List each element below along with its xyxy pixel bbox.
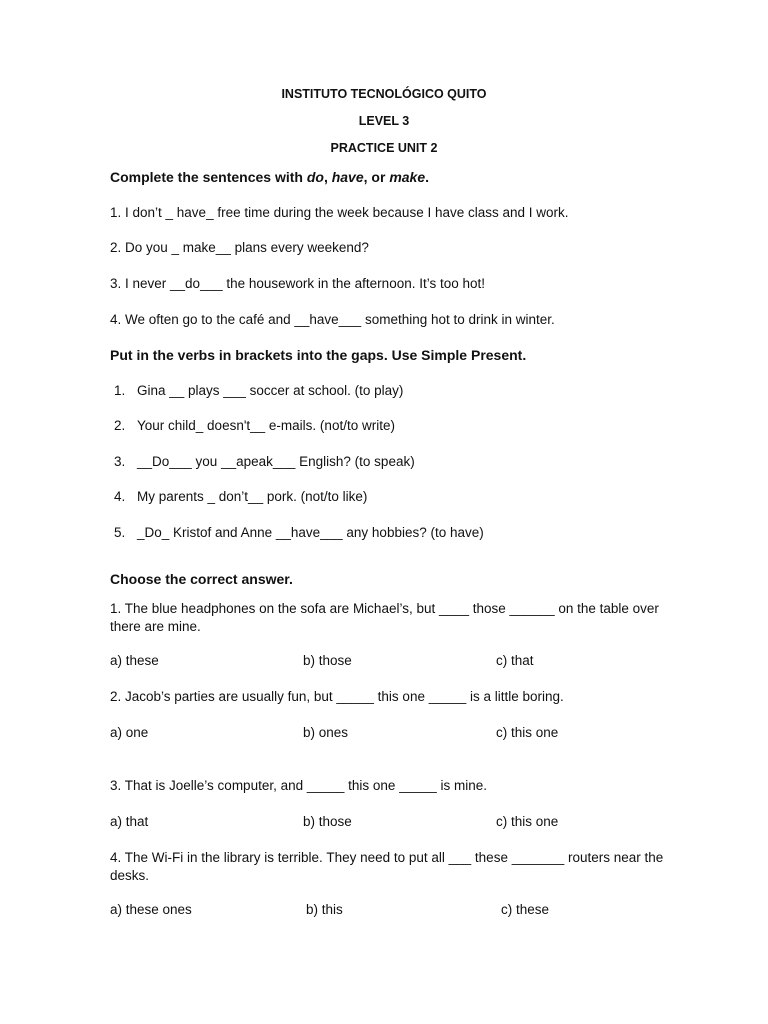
question-1-option-b: b) those: [303, 653, 352, 668]
question-2-option-b: b) ones: [303, 725, 349, 740]
section1-heading-have: have: [331, 169, 364, 185]
question-3-option-c: c) this one: [496, 814, 559, 829]
section1-item-4: 4. We often go to the café and __have___ something hot to drink in winter.: [110, 312, 555, 327]
section1-heading-end: .: [425, 169, 430, 185]
section2-item-4-number: 4.: [114, 489, 126, 504]
institution-title: INSTITUTO TECNOLÓGICO QUITO: [281, 87, 487, 101]
section2-item-1-text: Gina __ plays ___ soccer at school. (to play): [137, 383, 404, 398]
question-2-option-a: a) one: [110, 725, 149, 740]
section1-heading-sep1: ,: [323, 169, 332, 185]
section2-item-2-text: Your child_ doesn't__ e-mails. (not/to write): [137, 418, 395, 433]
section1-heading: [110, 169, 429, 185]
question-4-text: 4. The Wi-Fi in the library is terrible. They need to put all ___ these _______ routers near the desks.: [110, 850, 664, 883]
practice-title: PRACTICE UNIT 2: [330, 141, 438, 155]
question-3-option-b: b) those: [303, 814, 352, 829]
section2-item-5-text: _Do_ Kristof and Anne __have___ any hobbies? (to have): [137, 525, 484, 540]
section3-heading: Choose the correct answer.: [110, 571, 293, 587]
question-4-option-c: c) these: [501, 902, 550, 917]
section1-heading-pre: Complete the sentences with: [110, 169, 307, 185]
section1-heading-sep2: , or: [363, 169, 390, 185]
section1-heading-make: make: [389, 169, 426, 185]
question-1-option-a: a) these: [110, 653, 159, 668]
section2-item-3-text: __Do___ you __apeak___ English? (to speak): [137, 454, 415, 469]
question-4-option-a: a) these ones: [110, 902, 192, 917]
section1-item-2: 2. Do you _ make__ plans every weekend?: [110, 240, 369, 255]
section2-item-1-number: 1.: [114, 383, 126, 398]
section1-heading-do: do: [306, 169, 324, 185]
question-1-text: 1. The blue headphones on the sofa are Michael’s, but ____ those ______ on the table over there are mine.: [110, 601, 659, 634]
section2-item-4-text: My parents _ don’t__ pork. (not/to like): [137, 489, 368, 504]
section2-heading: Put in the verbs in brackets into the gaps. Use Simple Present.: [110, 347, 527, 363]
level-title: LEVEL 3: [358, 114, 410, 128]
section1-item-3: 3. I never __do___ the housework in the afternoon. It’s too hot!: [110, 276, 486, 291]
question-2-option-c: c) this one: [496, 725, 559, 740]
section2-item-3-number: 3.: [114, 454, 126, 469]
question-3-text: 3. That is Joelle’s computer, and _____ this one _____ is mine.: [110, 778, 487, 793]
section2-item-2-number: 2.: [114, 418, 126, 433]
section2-item-5-number: 5.: [114, 525, 126, 540]
section1-item-1: 1. I don’t _ have_ free time during the week because I have class and I work.: [110, 205, 569, 220]
question-3-option-a: a) that: [110, 814, 149, 829]
question-4-option-b: b) this: [306, 902, 343, 917]
question-2-text: 2. Jacob’s parties are usually fun, but _____ this one _____ is a little boring.: [110, 689, 564, 704]
question-1-option-c: c) that: [496, 653, 534, 668]
